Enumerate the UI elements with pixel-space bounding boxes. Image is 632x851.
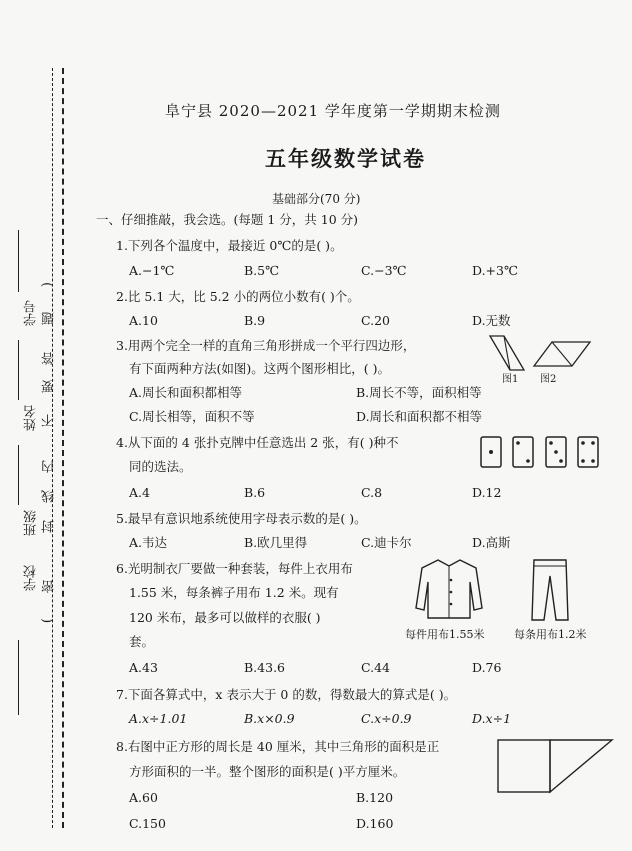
student-id-blank[interactable] bbox=[18, 230, 20, 292]
q8-option-c[interactable]: C.150 bbox=[129, 816, 166, 831]
q7-option-b[interactable]: B.x×0.9 bbox=[244, 711, 295, 726]
q8-square-triangle-figure bbox=[496, 738, 614, 794]
q6-stem-line1: 6.光明制衣厂要做一种套装，每件上衣用布 bbox=[116, 561, 353, 576]
q7-option-c[interactable]: C.x÷0.9 bbox=[361, 711, 412, 726]
q8-stem-line2: 方形面积的一半。整个图形的面积是( )平方厘米。 bbox=[129, 764, 406, 779]
q1-option-a[interactable]: A.−1℃ bbox=[129, 263, 175, 278]
school-label: 学校 bbox=[24, 565, 39, 591]
q5-option-d[interactable]: D.高斯 bbox=[472, 535, 511, 550]
school-blank[interactable] bbox=[18, 640, 20, 715]
q2-option-b[interactable]: B.9 bbox=[244, 313, 266, 328]
q3-figure2-caption: 图2 bbox=[540, 374, 557, 385]
q5-stem: 5.最早有意识地系统使用字母表示数的是( )。 bbox=[116, 511, 367, 526]
part1-heading: 一、仔细推敲，我会选。(每题 1 分，共 10 分) bbox=[96, 212, 359, 227]
q4-option-c[interactable]: C.8 bbox=[361, 485, 383, 500]
q6-option-c[interactable]: C.44 bbox=[361, 660, 390, 675]
seal-char-5: 内 bbox=[42, 460, 57, 473]
seal-char-8: 答 bbox=[42, 352, 57, 365]
q3-stem-line1: 3.用两个完全一样的直角三角形拼成一个平行四边形， bbox=[116, 338, 416, 353]
seal-char-1: ( bbox=[40, 618, 55, 624]
q3-parallelogram-figure-1 bbox=[488, 334, 528, 374]
q7-option-d[interactable]: D.x÷1 bbox=[472, 711, 512, 726]
q1-stem: 1.下列各个温度中，最接近 0℃的是( )。 bbox=[116, 238, 343, 253]
class-blank[interactable] bbox=[18, 445, 20, 505]
seal-char-2: 密 bbox=[42, 580, 57, 593]
q1-option-d[interactable]: D.+3℃ bbox=[472, 263, 518, 278]
q2-option-a[interactable]: A.10 bbox=[129, 313, 158, 328]
q1-option-b[interactable]: B.5℃ bbox=[244, 263, 280, 278]
q6-option-d[interactable]: D.76 bbox=[472, 660, 502, 675]
q4-stem-line2: 同的选法。 bbox=[129, 459, 192, 474]
binding-line-outer bbox=[62, 68, 64, 828]
q6-stem-line4: 套。 bbox=[129, 634, 155, 649]
q5-option-a[interactable]: A.韦达 bbox=[129, 535, 168, 550]
q3-option-b[interactable]: B.周长不等，面积相等 bbox=[356, 385, 482, 400]
q3-option-d[interactable]: D.周长和面积都不相等 bbox=[356, 409, 483, 424]
seal-char-9: 题 bbox=[42, 312, 57, 325]
q5-option-b[interactable]: B.欧几里得 bbox=[244, 535, 308, 550]
q3-parallelogram-figure-2 bbox=[532, 340, 592, 368]
q6-option-a[interactable]: A.43 bbox=[129, 660, 158, 675]
q4-option-b[interactable]: B.6 bbox=[244, 485, 266, 500]
binding-line-inner bbox=[52, 68, 53, 828]
seal-char-3: 封 bbox=[42, 520, 57, 533]
pants-icon bbox=[530, 558, 570, 622]
q5-option-c[interactable]: C.迪卡尔 bbox=[361, 535, 412, 550]
q8-option-d[interactable]: D.160 bbox=[356, 816, 394, 831]
q3-option-a[interactable]: A.周长和面积都相等 bbox=[129, 385, 243, 400]
q8-option-a[interactable]: A.60 bbox=[129, 790, 158, 805]
section-heading: 基础部分(70 分) bbox=[272, 192, 361, 206]
q7-stem: 7.下面各算式中，x 表示大于 0 的数，得数最大的算式是( )。 bbox=[116, 687, 457, 702]
q2-option-d[interactable]: D.无数 bbox=[472, 313, 511, 328]
q6-pants-caption: 每条用布1.2米 bbox=[514, 628, 587, 641]
seal-char-7: 要 bbox=[42, 380, 57, 393]
q6-option-b[interactable]: B.43.6 bbox=[244, 660, 285, 675]
q6-stem-line3: 120 米布，最多可以做样的衣服( ) bbox=[129, 610, 321, 625]
exam-title: 五年级数学试卷 bbox=[265, 146, 426, 171]
exam-subtitle: 阜宁县 2020—2021 学年度第一学期期末检测 bbox=[165, 102, 501, 120]
q3-figure1-caption: 图1 bbox=[502, 374, 519, 385]
q6-stem-line2: 1.55 米，每条裤子用布 1.2 米。现有 bbox=[129, 585, 339, 600]
q8-option-b[interactable]: B.120 bbox=[356, 790, 394, 805]
q6-shirt-caption: 每件用布1.55米 bbox=[405, 628, 485, 641]
name-label: 姓名 bbox=[24, 405, 39, 431]
student-id-label: 学号 bbox=[24, 300, 39, 326]
name-blank[interactable] bbox=[18, 340, 20, 400]
q4-option-d[interactable]: D.12 bbox=[472, 485, 502, 500]
class-label: 班级 bbox=[24, 510, 39, 536]
seal-char-10: ) bbox=[40, 282, 55, 288]
seal-char-4: 线 bbox=[42, 490, 57, 503]
q2-stem: 2.比 5.1 大，比 5.2 小的两位小数有( )个。 bbox=[116, 289, 360, 304]
q3-stem-line2: 有下面两种方法(如图)。这两个图形相比，( )。 bbox=[129, 361, 390, 376]
seal-char-6: 不 bbox=[42, 414, 57, 427]
q7-option-a[interactable]: A.x÷1.01 bbox=[129, 711, 188, 726]
q4-option-a[interactable]: A.4 bbox=[129, 485, 150, 500]
q4-playing-cards-figure bbox=[480, 436, 600, 470]
q3-option-c[interactable]: C.周长相等，面积不等 bbox=[129, 409, 255, 424]
shirt-icon bbox=[414, 556, 484, 620]
q1-option-c[interactable]: C.−3℃ bbox=[361, 263, 407, 278]
q2-option-c[interactable]: C.20 bbox=[361, 313, 390, 328]
q8-stem-line1: 8.右图中正方形的周长是 40 厘米，其中三角形的面积是正 bbox=[116, 739, 440, 754]
q4-stem-line1: 4.从下面的 4 张扑克牌中任意选出 2 张，有( )种不 bbox=[116, 435, 399, 450]
